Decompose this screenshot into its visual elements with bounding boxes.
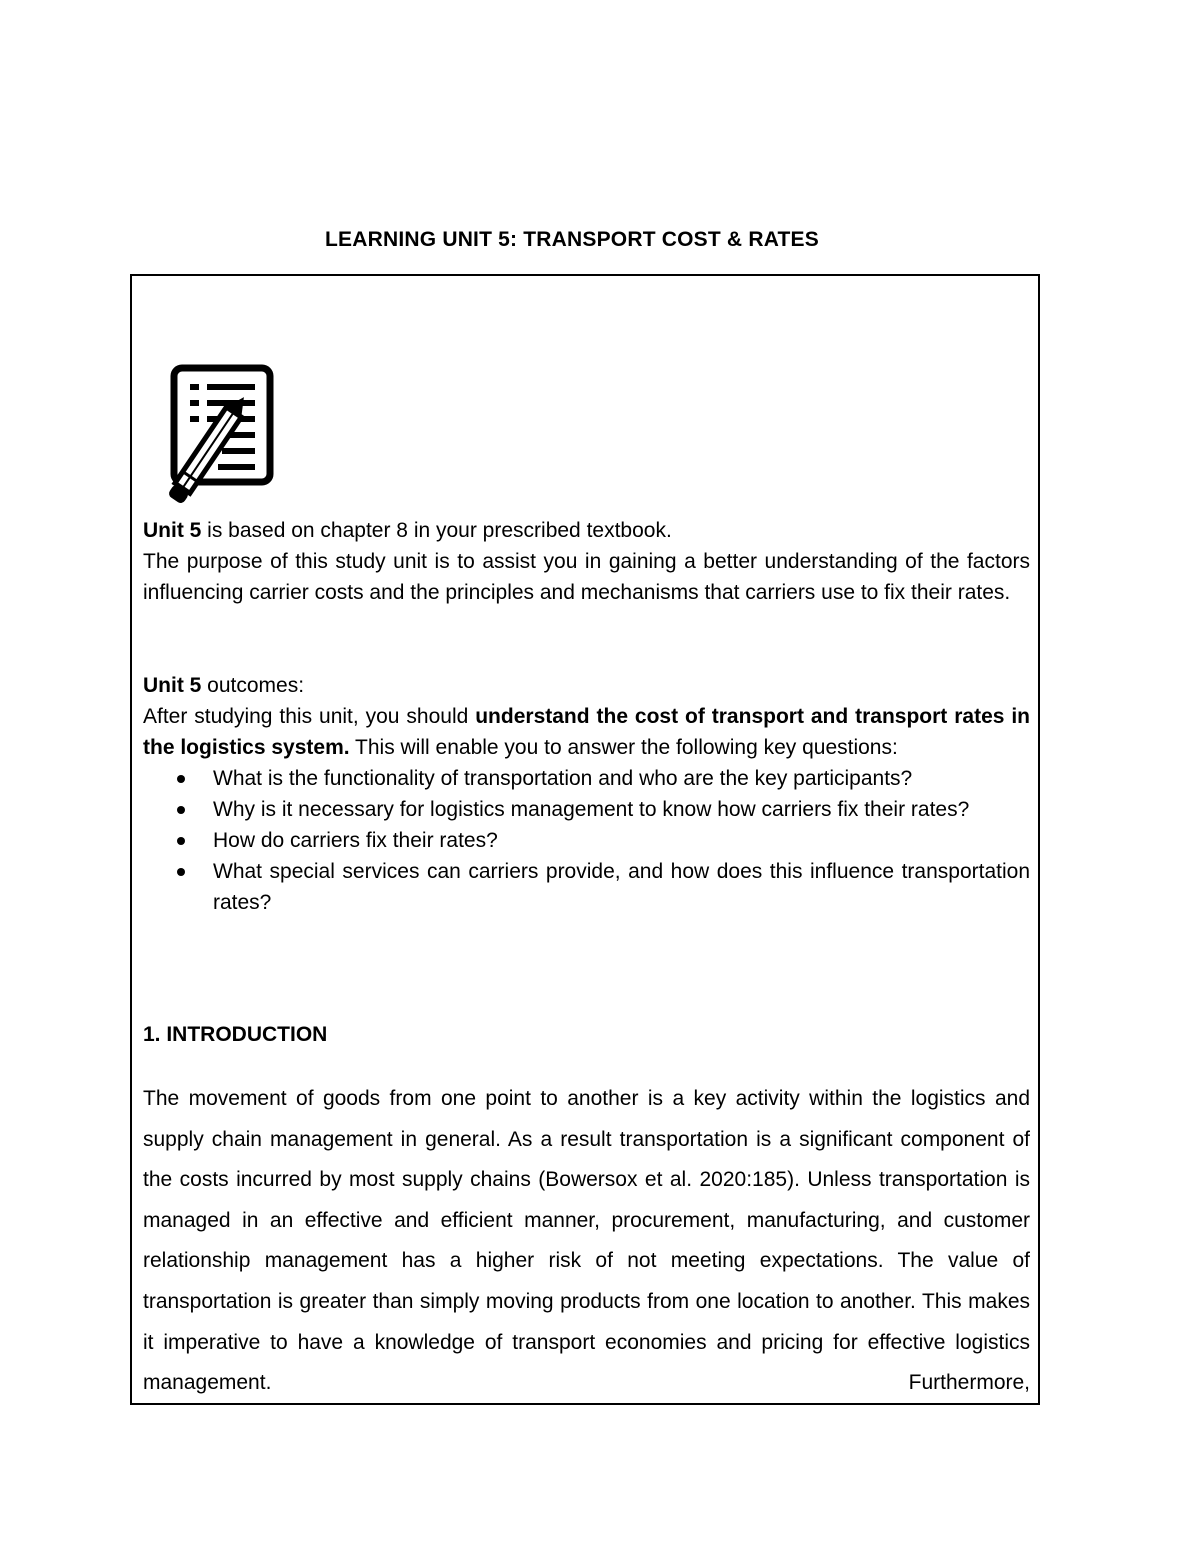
list-item-text: What is the functionality of transportation and who are the key participants? <box>213 767 913 790</box>
outcomes-lead-bold: understand the cost of transport and transport rates in the logistics system. <box>143 705 1031 759</box>
section-heading: 1. INTRODUCTION <box>143 1023 328 1046</box>
unit-reference-text: is based on chapter 8 in your prescribed textbook. <box>201 519 672 542</box>
body-paragraph: The movement of goods from one point to another is a key activity within the logistics and supply chain management in general. As a result transportation is a significant component of the costs incurred by most supply chains (Bowersox et al. 2020:185). Unless transportation is managed in an effective and efficient manner, procurement, manufacturing, and customer relationship management has a higher risk of not meeting expectations. The value of transportation is greater than simply moving products from one location to another. This makes it imperative to have a knowledge of transport economies and pricing for effective logistics management. Furthermore, <box>143 1087 1030 1395</box>
list-item <box>143 856 1030 918</box>
unit-reference <box>143 515 1030 546</box>
outcomes-lead-rest: This will enable you to answer the following key questions: <box>349 736 898 759</box>
bullet-icon <box>177 868 185 876</box>
intro-block <box>143 515 1030 608</box>
outcomes-lead: After studying this unit, you should <box>143 705 476 728</box>
page-title: LEARNING UNIT 5: TRANSPORT COST & RATES <box>325 228 819 251</box>
outcomes-heading <box>143 670 1030 701</box>
purpose-paragraph: The purpose of this study unit is to assist you in gaining a better understanding of the factors influencing carrier costs and the principles and mechanisms that carriers use to fix their rates. <box>143 550 1030 604</box>
key-questions-list <box>143 763 1030 918</box>
list-item <box>143 825 1030 856</box>
list-item <box>143 763 1030 794</box>
unit-label: Unit 5 <box>143 519 202 542</box>
notepad-pencil-icon <box>152 364 274 514</box>
outcomes-block <box>143 670 1030 918</box>
bullet-icon <box>177 837 185 845</box>
list-item-text: What special services can carriers provide, and how does this influence transportation rates? <box>213 860 1030 914</box>
outcomes-lead-paragraph <box>143 701 1030 763</box>
outcomes-unit-label: Unit 5 <box>143 674 202 697</box>
bullet-icon <box>177 775 185 783</box>
content-frame <box>130 274 1040 1405</box>
list-item-text: How do carriers fix their rates? <box>213 829 498 852</box>
outcomes-heading-text: outcomes: <box>201 674 305 697</box>
list-item-text: Why is it necessary for logistics management to know how carriers fix their rates? <box>213 798 970 821</box>
list-item <box>143 794 1030 825</box>
bullet-icon <box>177 806 185 814</box>
